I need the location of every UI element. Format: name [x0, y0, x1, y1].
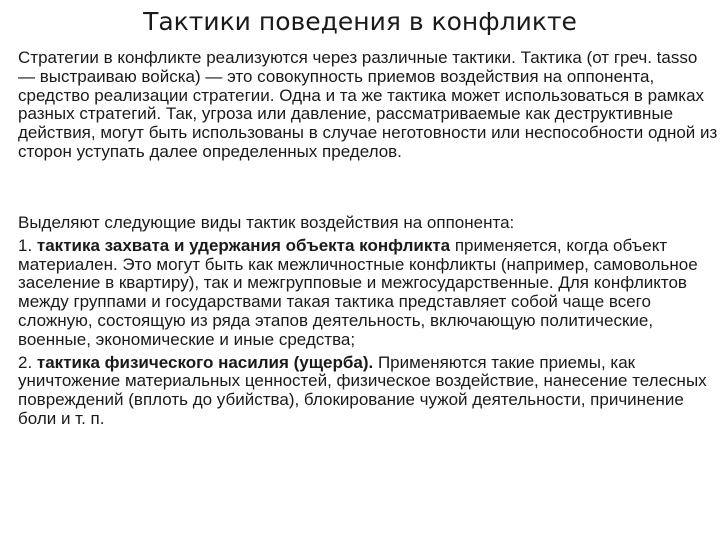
tactics-lead: Выделяют следующие виды тактик воздействия на оппонента: [18, 213, 515, 232]
tactic-description: Применяются такие приемы, как уничтожение материальных ценностей, физическое воздействие, нанесение телесных повреждений (вплоть до убийства), блокирование чужой деятельности, причинение боли и т. п. [18, 352, 707, 428]
tactic-item-2 [18, 354, 718, 429]
intro-block [18, 49, 718, 162]
tactic-item-1 [18, 237, 718, 350]
tactic-description: применяется, когда объект материален. Это могут быть как межличностные конфликты (например, самовольное заселение в квартиру), так и межгрупповые и межгосударственные. Для конфликтов между группами и государствами такая тактика представляет собой чаще всего сложную, состоящую из ряда этапов деятельность, включающую политические, военные, экономические и иные средства; [18, 235, 698, 349]
tactic-term: тактика захвата и удержания объекта конфликта [36, 235, 451, 255]
tactics-block [18, 214, 718, 433]
tactic-number: 1. [18, 235, 37, 255]
tactic-number: 2. [18, 352, 37, 372]
intro-paragraph: Стратегии в конфликте реализуются через различные тактики. Тактика (от греч. tasso — выстраиваю войска) — это совокупность приемов воздействия на оппонента, средство реализации стратегии. Одна и та же тактика может использоваться в рамках разных стратегий. Так, угроза или давление, рассматриваемые как деструктивные действия, могут быть использованы в случае неготовности или неспособности одной из сторон уступать далее определенных пределов. [18, 48, 718, 161]
slide-title: Тактики поведения в конфликте [143, 7, 577, 36]
tactic-term: тактика физического насилия (ущерба). [36, 352, 374, 372]
